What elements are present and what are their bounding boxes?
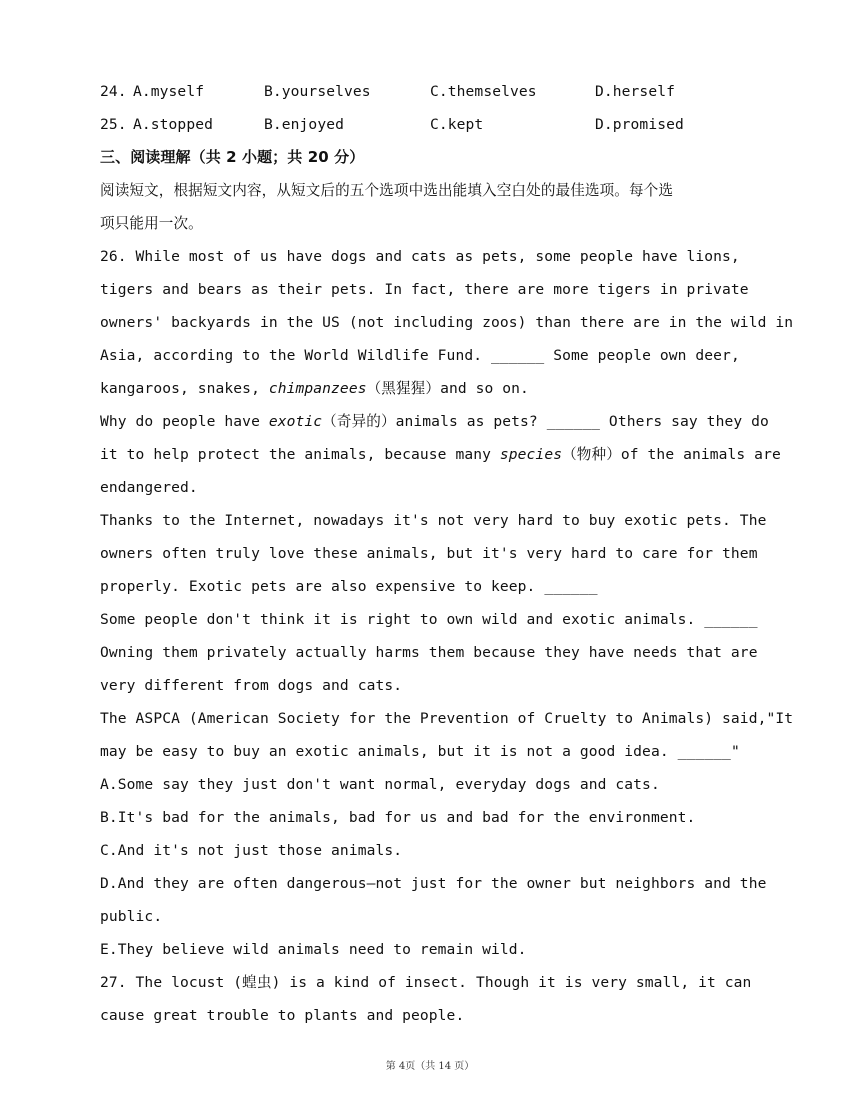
passage-line: [100, 372, 760, 405]
passage-text: ": [730, 743, 740, 760]
option-a: A.stopped: [133, 116, 213, 133]
option-b: B.enjoyed: [264, 116, 344, 133]
passage-text: it to help protect the animals, because many: [100, 446, 500, 463]
passage-line: endangered.: [100, 479, 198, 496]
passage-text: （物种）of the animals are: [562, 446, 781, 463]
instruction-line: 项只能用一次。: [100, 215, 203, 232]
question-24-options: [100, 75, 760, 108]
answer-option-d: D.And they are often dangerous—not just for the owner but neighbors and the: [100, 875, 767, 892]
answer-blank: ______: [546, 413, 601, 430]
answer-option-a: A.Some say they just don't want normal, everyday dogs and cats.: [100, 776, 660, 793]
passage-line: cause great trouble to plants and people.: [100, 1007, 465, 1024]
passage-text: kangaroos, snakes,: [100, 380, 269, 397]
passage-line: Owning them privately actually harms them because they have needs that are: [100, 644, 758, 661]
passage-text: properly. Exotic pets are also expensive to keep.: [100, 578, 545, 595]
answer-blank: ______: [544, 578, 598, 595]
passage-line: very different from dogs and cats.: [100, 677, 403, 694]
option-c: C.kept: [430, 116, 484, 133]
passage-text: （奇异的）animals as pets?: [322, 413, 547, 430]
passage-line: [100, 603, 760, 636]
passage-line: Thanks to the Internet, nowadays it's not very hard to buy exotic pets. The: [100, 512, 767, 529]
option-d: D.promised: [595, 116, 684, 133]
passage-text: （黑猩猩）and so on.: [366, 380, 529, 397]
passage-line: tigers and bears as their pets. In fact, there are more tigers in private: [100, 281, 749, 298]
passage-text: Some people own deer,: [544, 347, 740, 364]
passage-line: [100, 570, 760, 603]
answer-option-e: E.They believe wild animals need to remain wild.: [100, 941, 527, 958]
passage-line: [100, 339, 760, 372]
passage-line: [100, 438, 781, 471]
answer-option-c: C.And it's not just those animals.: [100, 842, 403, 859]
option-a: A.myself: [133, 83, 205, 100]
passage-text: Asia, according to the World Wildlife Fund.: [100, 347, 491, 364]
option-c: C.themselves: [430, 83, 537, 100]
passage-line: [100, 735, 760, 768]
passage-text: Why do people have: [100, 413, 269, 430]
passage-line: [100, 405, 769, 438]
answer-blank: ______: [491, 347, 545, 364]
passage-line: owners' backyards in the US (not including zoos) than there are in the wild in: [100, 314, 794, 331]
answer-option-d-continued: public.: [100, 908, 163, 925]
passage-text: may be easy to buy an exotic animals, but it is not a good idea.: [100, 743, 678, 760]
answer-option-b: B.It's bad for the animals, bad for us and bad for the environment.: [100, 809, 696, 826]
passage-text: Some people don't think it is right to own wild and exotic animals.: [100, 611, 705, 628]
instruction-line: 阅读短文，根据短文内容，从短文后的五个选项中选出能填入空白处的最佳选项。每个选: [100, 182, 674, 199]
passage-line: The ASPCA (American Society for the Prevention of Cruelty to Animals) said,"It: [100, 710, 794, 727]
option-d: D.herself: [595, 83, 675, 100]
section-heading: 三、阅读理解（共 2 小题；共 20 分）: [100, 148, 365, 166]
answer-blank: ______: [704, 611, 758, 628]
question-number: 25.: [100, 116, 127, 133]
italic-term: species: [499, 446, 563, 463]
passage-line: 26. While most of us have dogs and cats as pets, some people have lions,: [100, 248, 740, 265]
italic-term: chimpanzees: [268, 380, 367, 397]
question-25-options: [100, 108, 760, 141]
question-number: 24.: [100, 83, 127, 100]
page-content: [100, 75, 794, 1032]
page-footer: 第 4页（共 14 页）: [385, 1061, 475, 1072]
answer-blank: ______: [677, 743, 731, 760]
option-b: B.yourselves: [264, 83, 371, 100]
passage-line: 27. The locust (蝗虫) is a kind of insect. Though it is very small, it can: [100, 974, 752, 991]
passage-line: owners often truly love these animals, but it's very hard to care for them: [100, 545, 758, 562]
italic-term: exotic: [268, 413, 323, 430]
passage-text: Others say they do: [600, 413, 769, 430]
